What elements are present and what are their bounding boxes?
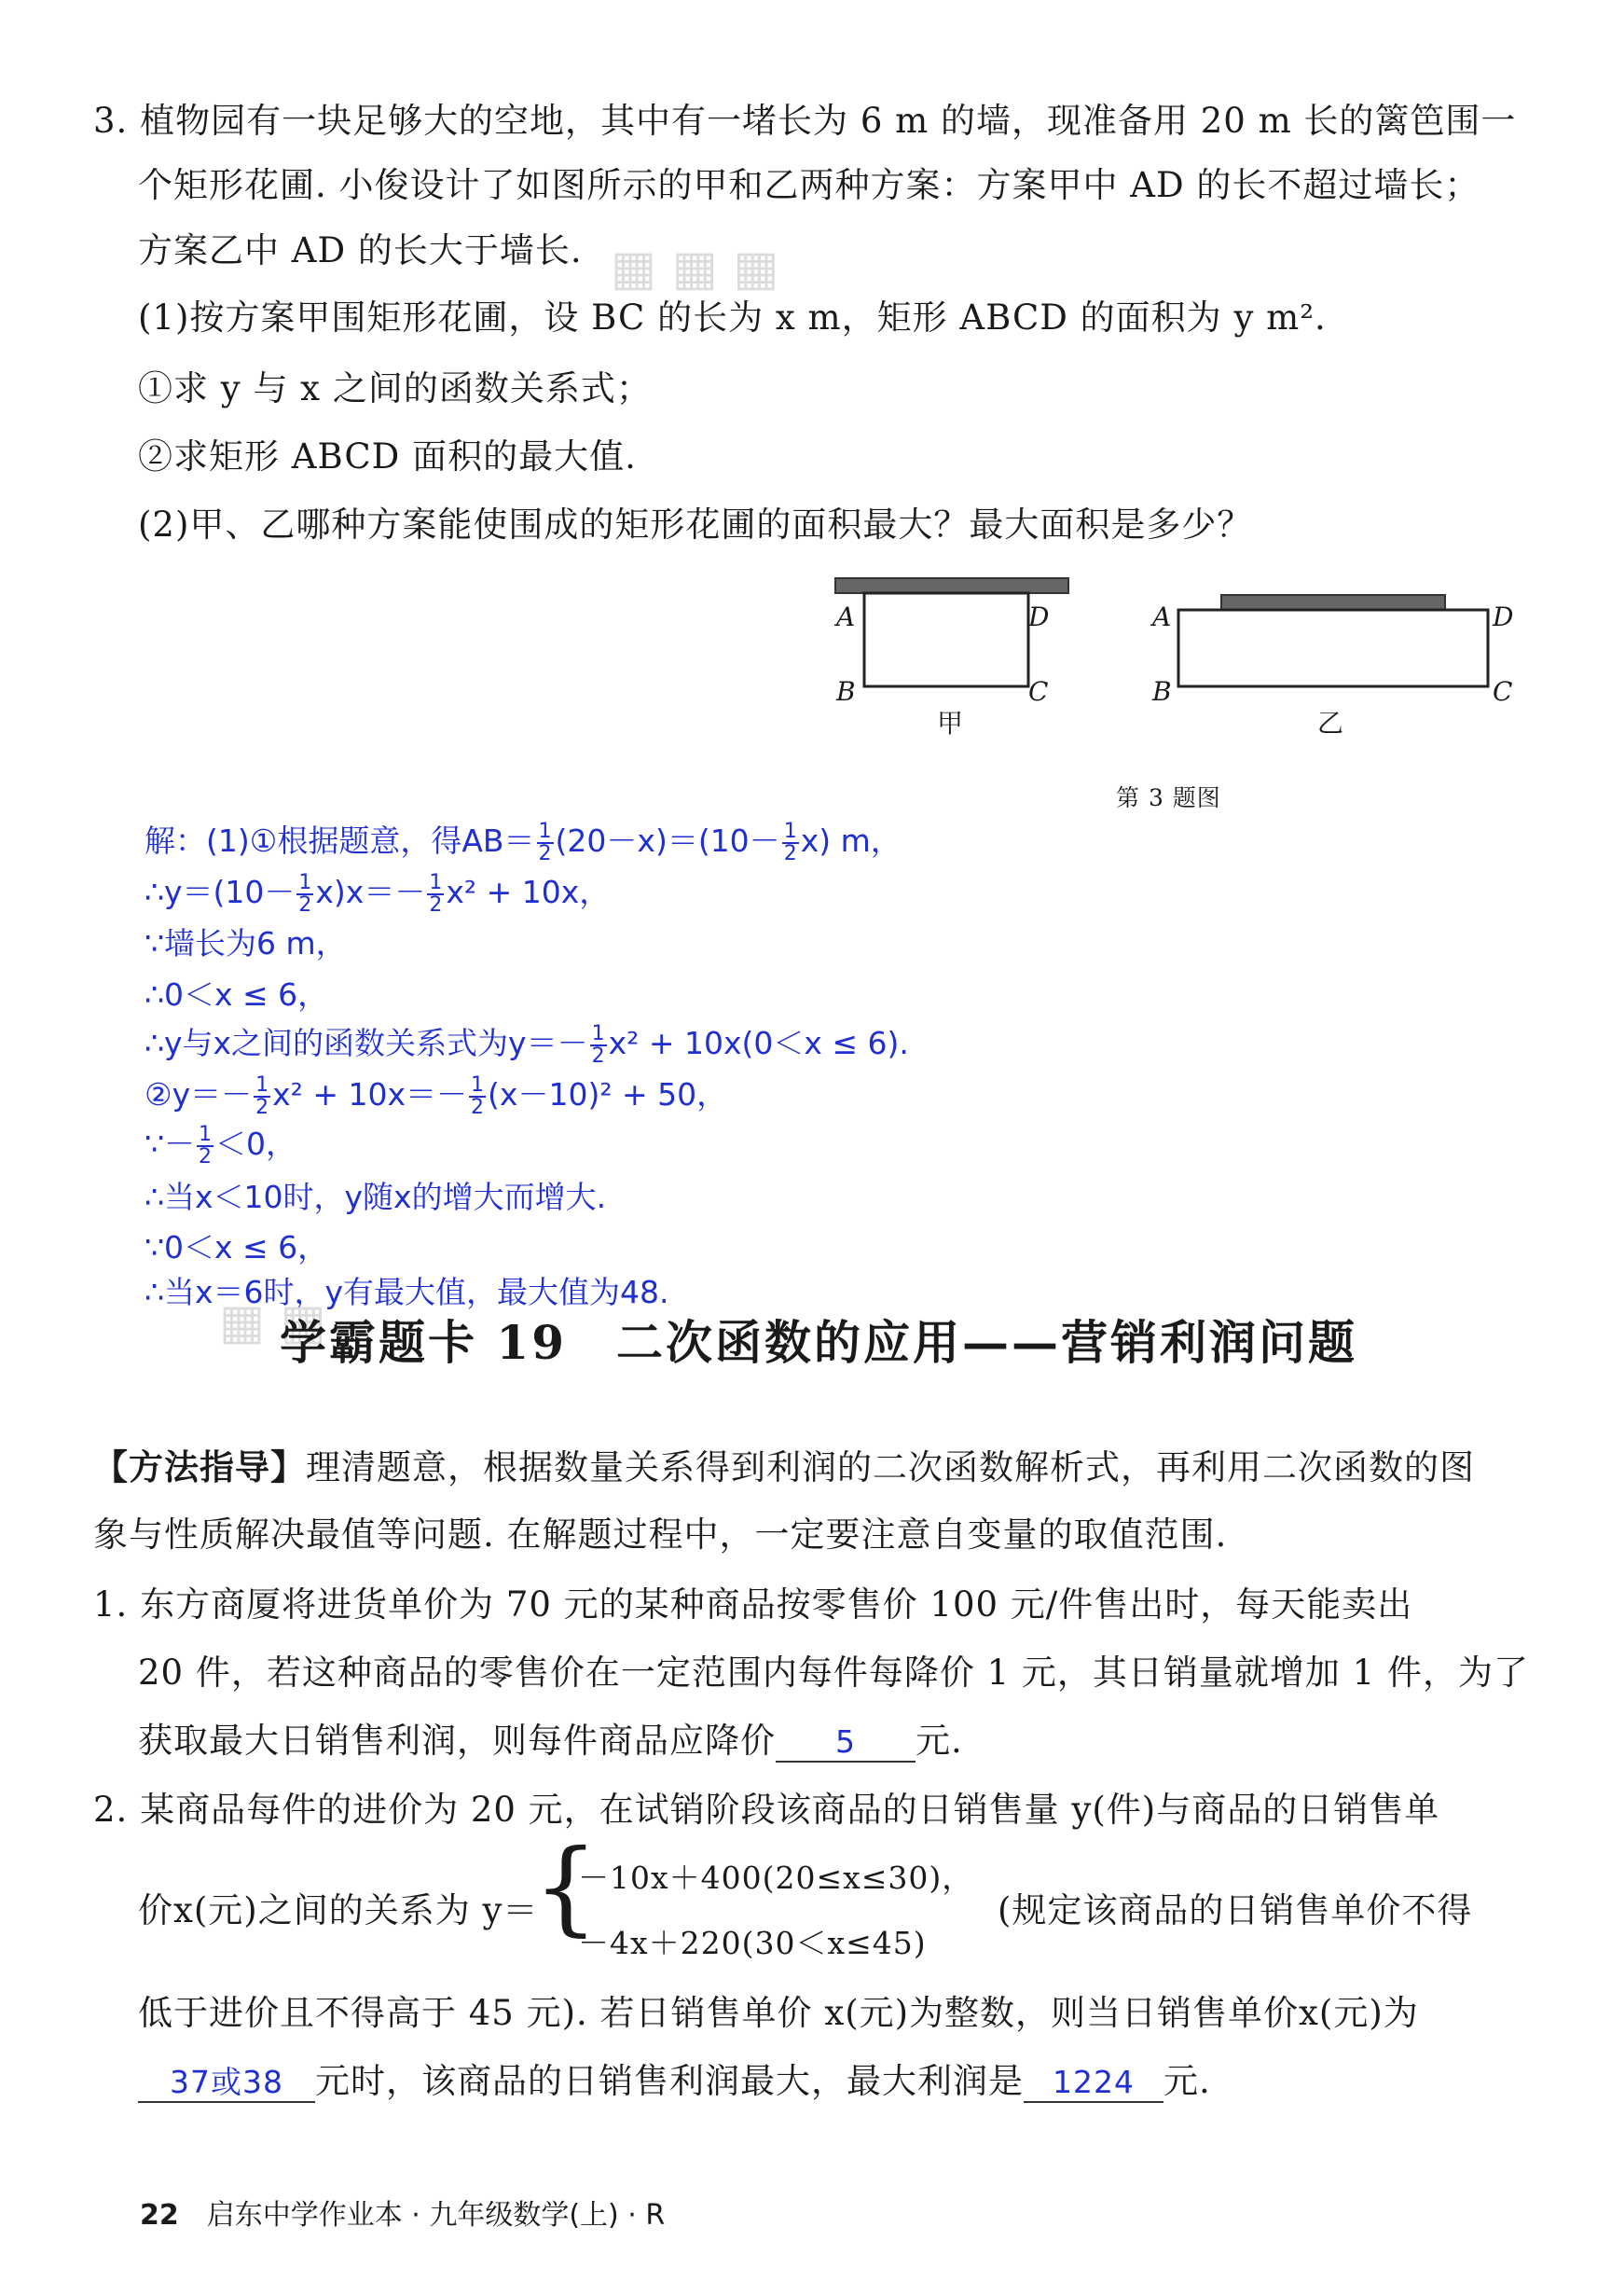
problem3-line3: 方案乙中 AD 的长大于墙长.: [138, 230, 583, 270]
q2-line3: 低于进价且不得高于 45 元). 若日销售单价 x(元)为整数，则当日销售单价x(元)为: [138, 1993, 1419, 2033]
q1-line2: 20 件，若这种商品的零售价在一定范围内每件每降价 1 元，其日销量就增加 1 件，为了: [138, 1653, 1529, 1693]
q2-line4: 37或38 元时，该商品的日销售利润最大，最大利润是 1224 元.: [138, 2059, 1211, 2104]
page-number: 22: [140, 2199, 179, 2232]
wall-jia: [835, 578, 1068, 593]
label-b-yi: B: [1152, 676, 1173, 707]
solution-line2: ∴y＝(10－ $\frac{1}{2}$ x)x＝－ $\frac{1}{2}$ x² + 10x，: [145, 870, 611, 917]
watermark-1: ▦ ▦ ▦: [611, 241, 779, 297]
q2-case2: －4x＋220(30＜x≤45): [578, 1925, 927, 1961]
figure-caption: 第 3 题图: [1116, 784, 1221, 811]
solution-line9: ∵0＜x ≤ 6，: [145, 1229, 329, 1266]
label-jia: 甲: [937, 708, 965, 739]
q2-line2-lead: 价x(元)之间的关系为 y＝: [138, 1890, 539, 1930]
problem3-part2: (2)甲、乙哪种方案能使围成的矩形花圃的面积最大？最大面积是多少？: [138, 505, 1253, 545]
q2-answer-profit: 1224: [1024, 2064, 1164, 2103]
q2-line2-tail: (规定该商品的日销售单价不得: [998, 1890, 1473, 1930]
solution-line4: ∴0＜x ≤ 6，: [145, 976, 329, 1013]
solution-line6: ②y＝－ $\frac{1}{2}$ x² + 10x＝－ $\frac{1}{2}$ (x－10)² + 50，: [145, 1072, 728, 1119]
label-b-jia: B: [836, 676, 857, 707]
q1-line3: 获取最大日销售利润，则每件商品应降价 5 元.: [138, 1721, 963, 1761]
label-d-jia: D: [1028, 602, 1051, 632]
problem3-sub2: ②求矩形 ABCD 面积的最大值.: [138, 436, 637, 477]
label-yi: 乙: [1317, 708, 1345, 739]
problem3-line2: 个矩形花圃. 小俊设计了如图所示的甲和乙两种方案：方案甲中 AD 的长不超过墙长；: [138, 165, 1480, 205]
rect-yi: [1178, 610, 1488, 686]
label-a-yi: A: [1152, 602, 1173, 632]
label-d-yi: D: [1493, 602, 1515, 632]
solution-line8: ∴当x＜10时，y随x的增大而增大.: [145, 1179, 607, 1215]
solution-line1: 解：(1)①根据题意，得AB＝ $\frac{1}{2}$ (20－x)＝(10－ $\frac{1}{2}$ x) m，: [145, 819, 902, 865]
problem3-line1: 3. 植物园有一块足够大的空地，其中有一堵长为 6 m 的墙，现准备用 20 m 长的篱笆围一: [93, 101, 1517, 141]
watermark-2: ▦ ▦: [219, 1294, 326, 1350]
rect-jia: [864, 593, 1028, 686]
q2-answer-price: 37或38: [138, 2064, 315, 2103]
q2-case1: －10x＋400(20≤x≤30)，: [578, 1860, 974, 1896]
solution-line7: ∵－ $\frac{1}{2}$ ＜0，: [145, 1122, 296, 1169]
method-line1: 【方法指导】理清题意，根据数量关系得到利润的二次函数解析式，再利用二次函数的图: [93, 1447, 1475, 1487]
problem3-sub1: ①求 y 与 x 之间的函数关系式；: [138, 368, 652, 408]
solution-line5: ∴y与x之间的函数关系式为y＝－ $\frac{1}{2}$ x² + 10x(0＜x ≤ 6).: [145, 1021, 909, 1068]
book-title: 启东中学作业本 · 九年级数学(上) · R: [206, 2199, 666, 2232]
page-footer: [140, 2192, 665, 2233]
problem3-part1: (1)按方案甲围矩形花圃，设 BC 的长为 x m，矩形 ABCD 的面积为 y m².: [138, 297, 1327, 338]
piecewise-brace: {: [533, 1827, 599, 1946]
q1-line1: 1. 东方商厦将进货单价为 70 元的某种商品按零售价 100 元/件售出时，每天能卖出: [93, 1584, 1413, 1625]
method-line2: 象与性质解决最值等问题. 在解题过程中，一定要注意自变量的取值范围.: [93, 1515, 1228, 1555]
label-c-yi: C: [1493, 676, 1514, 707]
label-c-jia: C: [1028, 676, 1050, 707]
solution-line3: ∵墙长为6 m，: [145, 925, 347, 961]
q2-line1: 2. 某商品每件的进价为 20 元，在试销阶段该商品的日销售量 y(件)与商品的日销售单: [93, 1790, 1440, 1830]
q1-answer: 5: [776, 1723, 916, 1763]
label-a-jia: A: [836, 602, 857, 632]
card-title: 学霸题卡 19 二次函数的应用——营销利润问题: [280, 1315, 1357, 1370]
solution-line10-cut: ∴当x＝6时，y有最大值，最大值为48.: [145, 1274, 669, 1310]
wall-yi: [1221, 595, 1445, 610]
